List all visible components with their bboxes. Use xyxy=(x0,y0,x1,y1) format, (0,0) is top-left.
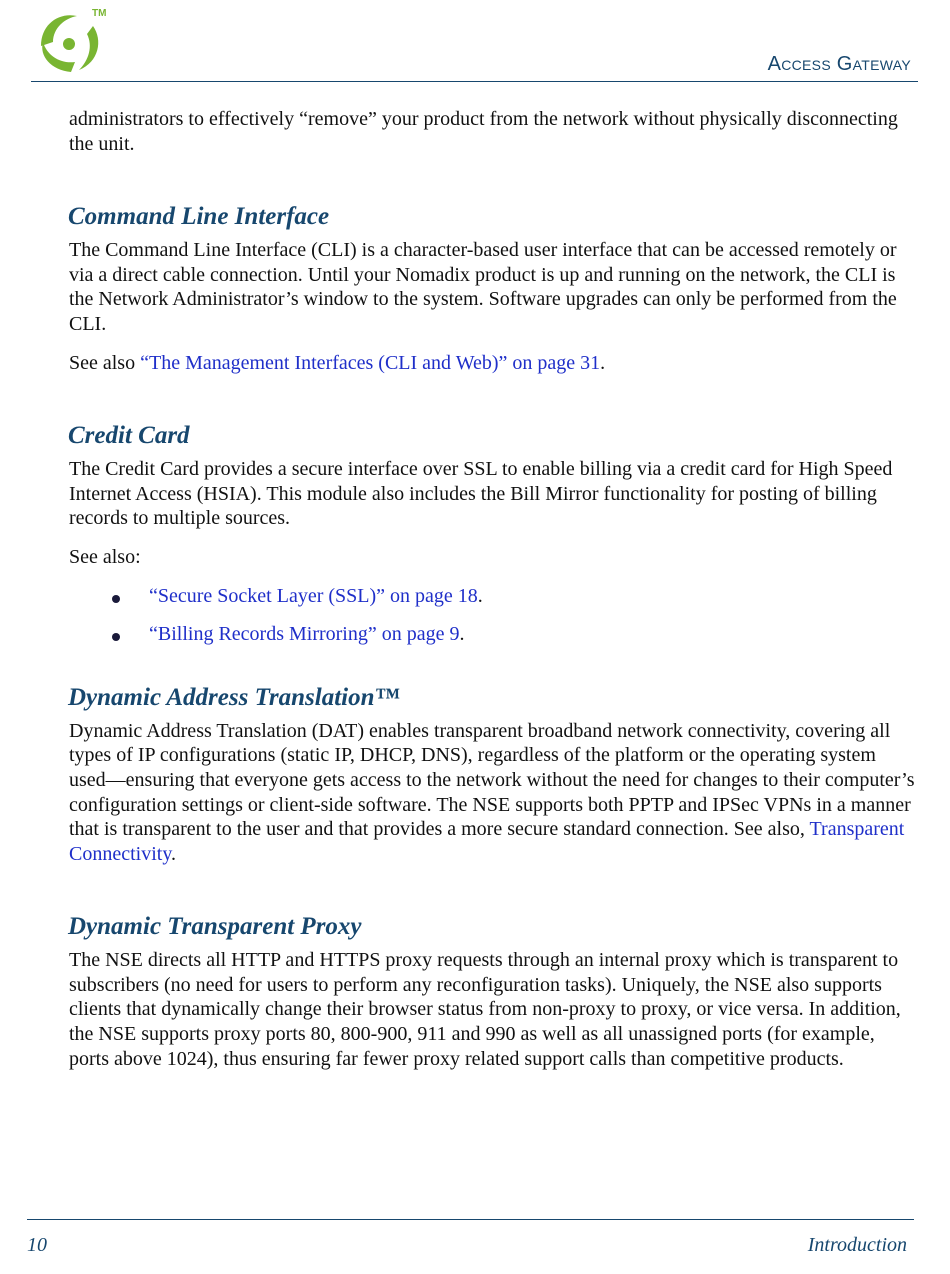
section-credit-card xyxy=(69,421,915,647)
page-number: 10 xyxy=(27,1234,47,1256)
dtp-body: The NSE directs all HTTP and HTTPS proxy requests through an internal proxy which is transparent to subscribers (no need for users to perform any reconfiguration tasks). Uniquely, the NSE also supports clients that dynamically change their browser status from non-proxy to proxy, or vice versa. In addition, the NSE supports proxy ports 80, 800-900, 911 and 990 as well as all unassigned ports (for example, ports above 1024), thus ensuring far fewer proxy related support calls than competitive products. xyxy=(69,949,901,1070)
link-suffix: . xyxy=(459,623,465,646)
footer-divider xyxy=(27,1219,914,1220)
heading-dynamic-address-translation: Dynamic Address Translation™ xyxy=(68,683,400,711)
section-dynamic-transparent-proxy xyxy=(69,912,915,1071)
trademark-mark: TM xyxy=(92,8,107,19)
intro-paragraph: administrators to effectively “remove” your product from the network without physically disconnecting the unit. xyxy=(69,108,898,155)
billing-records-link[interactable]: “Billing Records Mirroring” on page 9 xyxy=(149,623,460,646)
transparent-connectivity-link[interactable]: Transparent Connectivity xyxy=(69,818,905,865)
heading-command-line-interface: Command Line Interface xyxy=(68,203,330,231)
credit-card-see-also: See also: xyxy=(69,545,141,568)
header-title: Access Gateway xyxy=(767,53,911,75)
cli-see-also xyxy=(69,351,915,376)
ssl-link[interactable]: “Secure Socket Layer (SSL)” on page 18 xyxy=(149,584,478,607)
section-dynamic-address-translation xyxy=(69,683,915,867)
bullet-icon xyxy=(112,633,120,641)
section-command-line-interface xyxy=(69,202,915,375)
page-content xyxy=(69,107,915,1085)
dat-body xyxy=(69,719,915,867)
link-suffix: . xyxy=(477,584,483,607)
heading-credit-card: Credit Card xyxy=(68,422,190,450)
dat-body-text: Dynamic Address Translation (DAT) enables transparent broadband network connectivity, covering all types of IP configurations (static IP, DHCP, DNS), regardless of the platform or the operating system used—ensuring that everyone gets access to the network without the need for changes to their computer’s configuration settings or client-side software. The NSE supports both PPTP and IPSec VPNs in a manner that is transparent to the user and that provides a more secure standard connection. See also, xyxy=(69,719,915,841)
list-item xyxy=(69,584,915,609)
management-interfaces-link[interactable]: “The Management Interfaces (CLI and Web)” on page 31 xyxy=(140,351,601,374)
header-divider xyxy=(31,81,918,82)
see-also-suffix: . xyxy=(600,351,606,374)
heading-dynamic-transparent-proxy: Dynamic Transparent Proxy xyxy=(68,913,362,941)
cli-body: The Command Line Interface (CLI) is a character-based user interface that can be accessed remotely or via a direct cable connection. Until your Nomadix product is up and running on the network, the CLI is the Network Administrator’s window to the system. Software upgrades can only be performed from the CLI. xyxy=(69,239,897,335)
list-item xyxy=(69,622,915,647)
credit-card-body: The Credit Card provides a secure interface over SSL to enable billing via a credit card for High Speed Internet Access (HSIA). This module also includes the Bill Mirror functionality for posting of billing records to multiple sources. xyxy=(69,458,893,530)
footer-section-title: Introduction xyxy=(807,1234,907,1256)
see-also-prefix: See also xyxy=(69,351,141,374)
bullet-icon xyxy=(112,595,120,603)
credit-card-links-list xyxy=(69,584,915,647)
dat-suffix: . xyxy=(171,842,177,865)
